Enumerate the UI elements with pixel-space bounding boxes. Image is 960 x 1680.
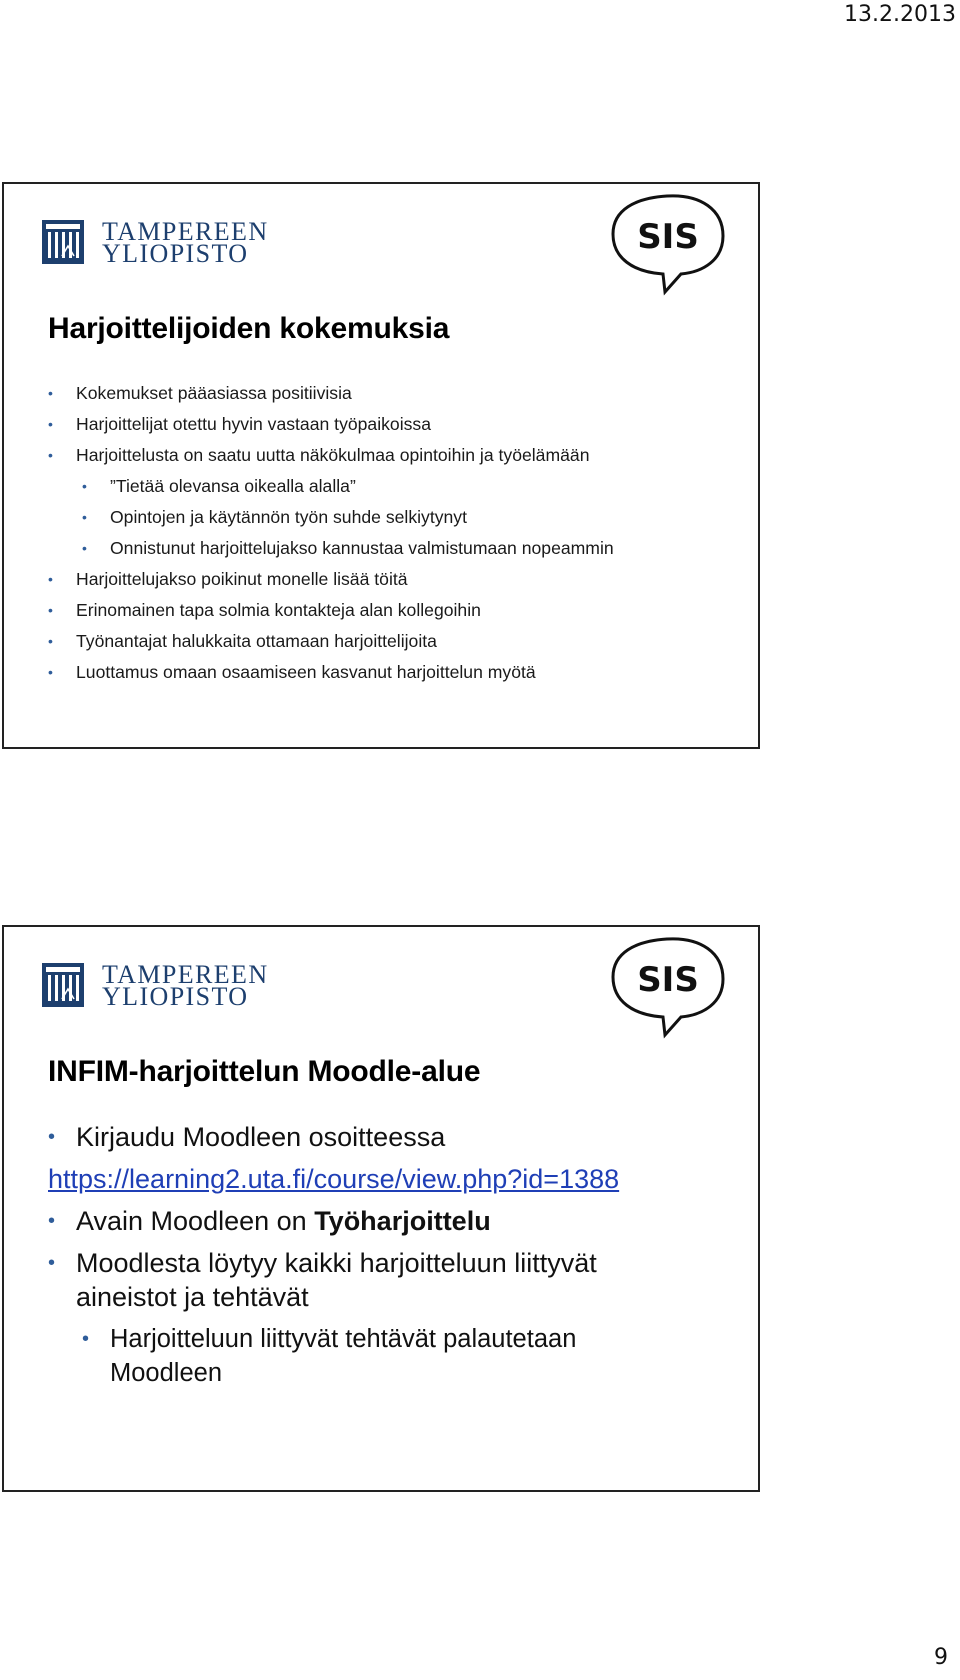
sub-list-item: • ”Tietää olevansa oikealla alalla” (48, 475, 614, 506)
list-item: • Kokemukset pääasiassa positiivisia (48, 382, 614, 413)
university-logo (42, 219, 282, 269)
sub-list-item: • Opintojen ja käytännön työn suhde selkiytynyt (48, 506, 614, 537)
key-value-text: Työharjoittelu (314, 1206, 491, 1236)
sub-list-item-tasks (48, 1322, 619, 1390)
list-item: • Työnantajat halukkaita ottamaan harjoittelijoita (48, 630, 614, 661)
sis-speech-bubble-icon (609, 935, 727, 1041)
list-item: • Harjoittelijat otettu hyvin vastaan työpaikoissa (48, 413, 614, 444)
moodle-bullet-list (48, 1120, 619, 1390)
experience-bullet-list (48, 382, 614, 692)
list-item: • Harjoittelusta on saatu uutta näkökulmaa opintoihin ja työelämään (48, 444, 614, 475)
sis-badge-text: SIS (637, 960, 699, 1000)
university-logo-text: TAMPEREEN YLIOPISTO (102, 960, 269, 1011)
list-item-login (48, 1120, 619, 1154)
list-item-url (48, 1162, 619, 1196)
sub-list-item: • Onnistunut harjoittelujakso kannustaa valmistumaan nopeammin (48, 537, 614, 568)
university-logo (42, 962, 282, 1012)
list-item: • Harjoittelujakso poikinut monelle lisää töitä (48, 568, 614, 599)
university-logo-mark-icon (42, 963, 84, 1007)
materials-line-1: Moodlesta löytyy kaikki harjoitteluun liittyvät (76, 1248, 597, 1278)
login-text: Kirjaudu Moodleen osoitteessa (76, 1122, 446, 1152)
slide-moodle-alue (2, 925, 760, 1492)
slide-harjoittelijoiden-kokemuksia (2, 182, 760, 749)
moodle-course-link[interactable]: https://learning2.uta.fi/course/view.php?id=1388 (48, 1164, 620, 1194)
university-logo-text: TAMPEREEN YLIOPISTO (102, 217, 269, 268)
list-item: • Luottamus omaan osaamiseen kasvanut harjoittelun myötä (48, 661, 614, 692)
slide-title: Harjoittelijoiden kokemuksia (48, 312, 450, 345)
list-item: • Erinomainen tapa solmia kontakteja alan kollegoihin (48, 599, 614, 630)
tasks-line-2: Moodleen (110, 1359, 222, 1387)
tasks-line-1: Harjoitteluun liittyvät tehtävät palautetaan (110, 1325, 577, 1353)
key-prefix-text: Avain Moodleen on (76, 1206, 315, 1236)
list-item-key (48, 1204, 619, 1238)
university-logo-mark-icon (42, 220, 84, 264)
sis-speech-bubble-icon (609, 192, 727, 298)
materials-line-2: aineistot ja tehtävät (76, 1282, 309, 1312)
sis-badge-text: SIS (637, 217, 699, 257)
page-number: 9 (934, 1645, 948, 1670)
slide-title: INFIM-harjoittelun Moodle-alue (48, 1055, 481, 1088)
list-item-materials (48, 1246, 619, 1314)
page-date: 13.2.2013 (844, 2, 956, 27)
